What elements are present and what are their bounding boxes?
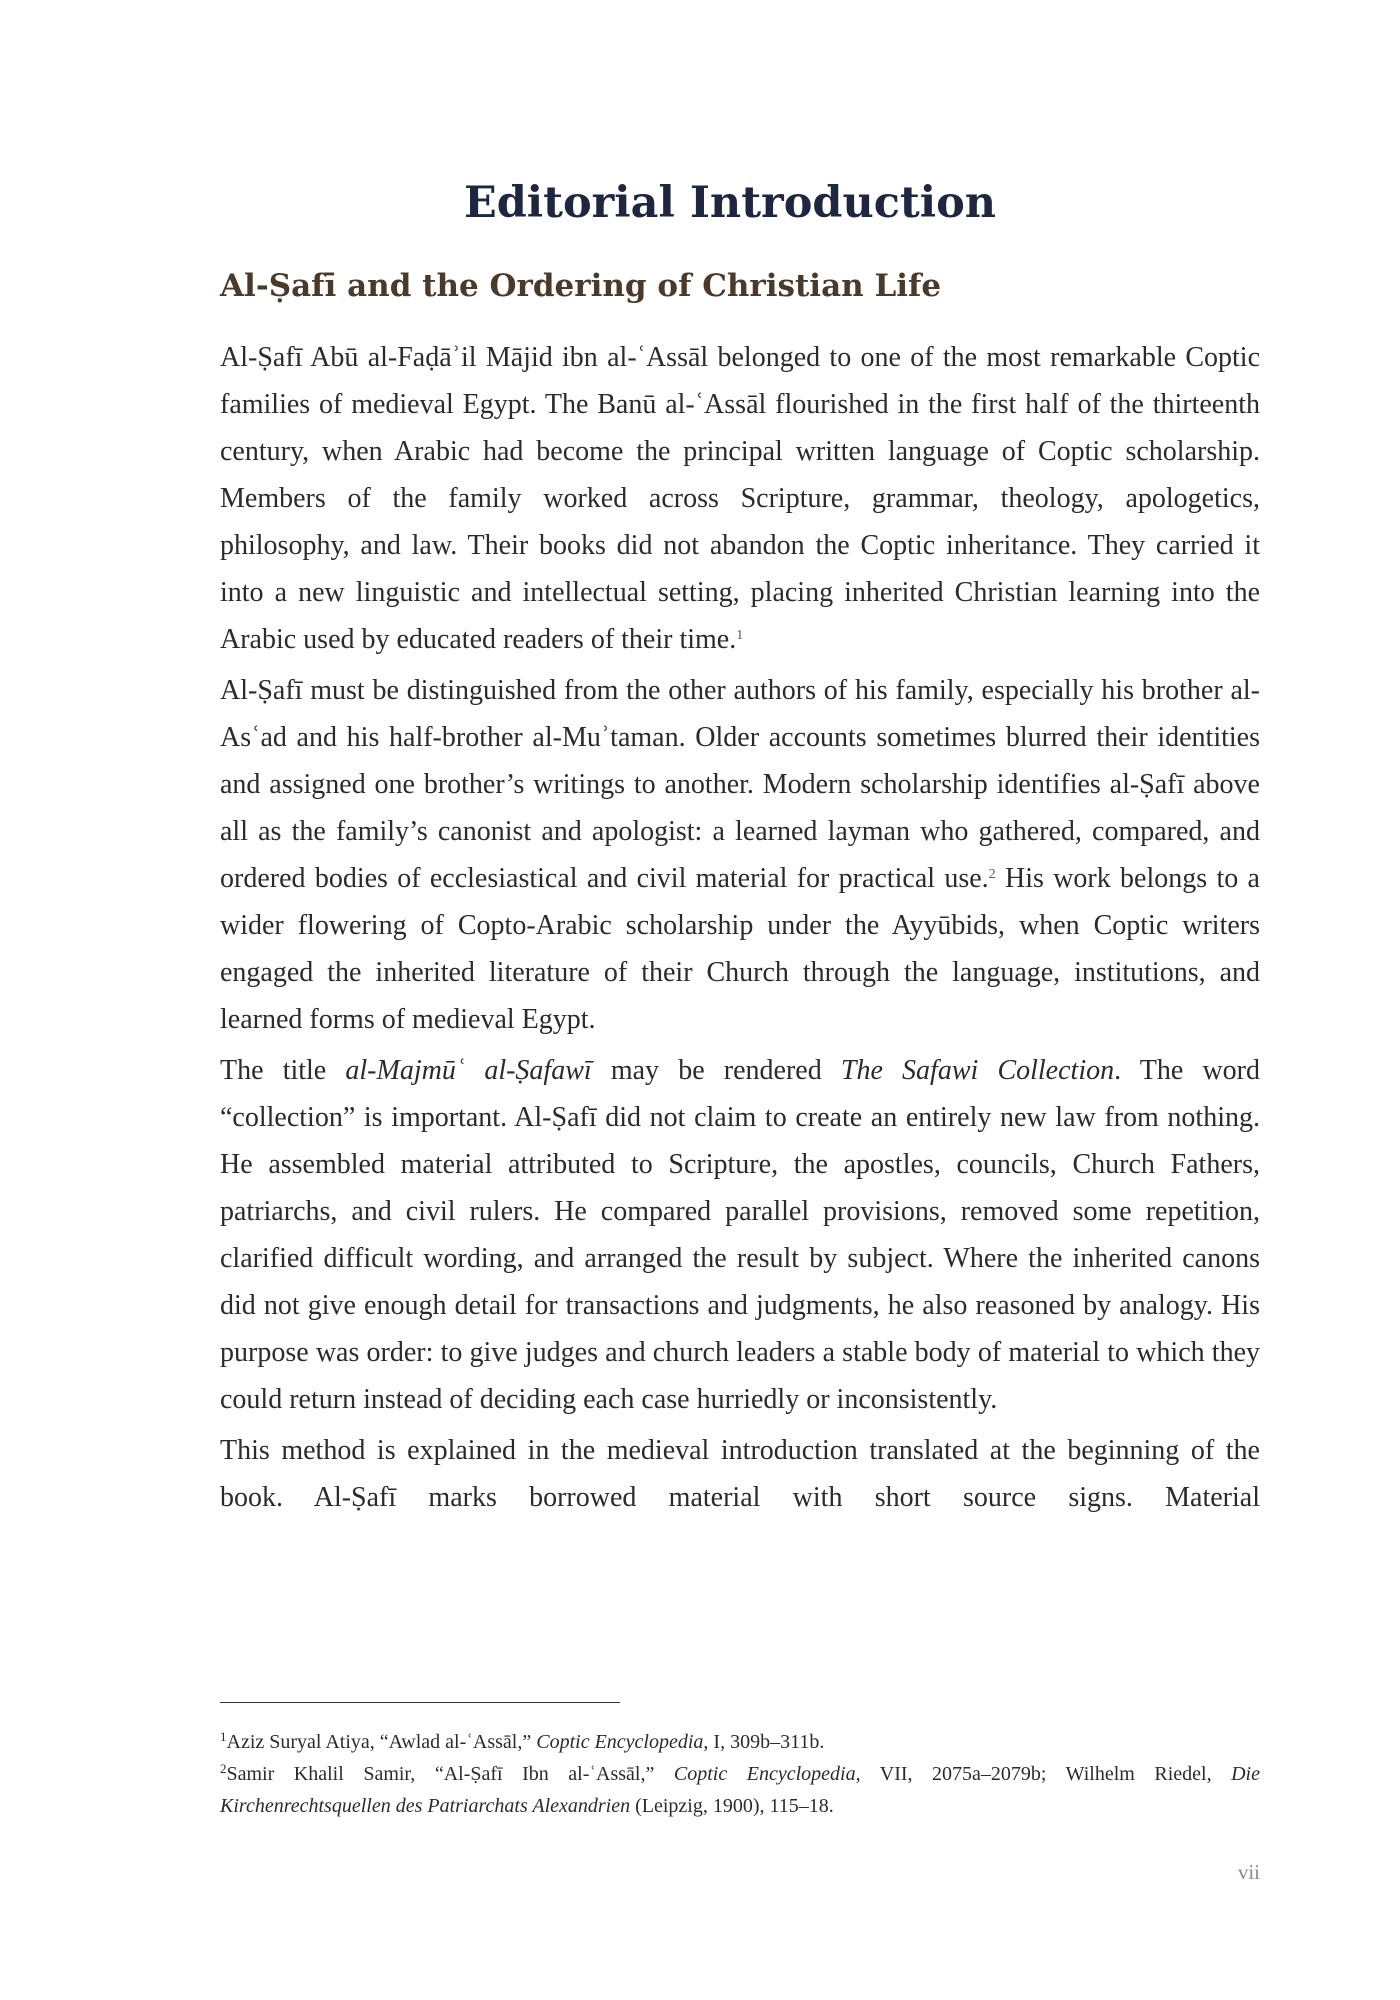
footnote-ref-1[interactable]: 1 <box>736 628 744 643</box>
footnote-1-work: Coptic Encyclopedia <box>536 1731 704 1753</box>
footnote-1-text-b: , I, 309b–311b. <box>703 1731 825 1753</box>
paragraph-2-text-after: His work belongs to a wider flowering of Copto-Arabic scholarship under the Ayyūbids, when Coptic writers engaged the inherited literature of their Church through the language, institutions, and learned forms of medieval Egypt. <box>220 863 1260 1035</box>
footnote-ref-2[interactable]: 2 <box>988 867 996 882</box>
paragraph-4-text: This method is explained in the medieval introduction translated at the beginning of the book. Al-Ṣafī marks borrowed material with short source signs. Material <box>220 1435 1260 1513</box>
footnote-divider <box>220 1702 620 1703</box>
paragraph-1 <box>220 334 1260 663</box>
arabic-title: al-Majmūʿ al-Ṣafawī <box>345 1055 592 1086</box>
footnote-2-text-b: , VII, 2075a–2079b; Wilhelm Riedel, <box>855 1763 1232 1785</box>
footnote-2-work-2: Die Kirchenrechtsquellen des Patriarchats Alexandrien <box>220 1763 1260 1817</box>
paragraph-3-text-b: may be rendered <box>591 1055 841 1086</box>
footnote-2-work: Coptic Encyclopedia <box>673 1763 856 1785</box>
footnote-2 <box>220 1758 1260 1822</box>
section-heading: Al-Ṣafī and the Ordering of Christian Life <box>220 268 942 304</box>
footnote-2-number: 2 <box>220 1761 227 1776</box>
body-text <box>220 334 1260 1525</box>
footnote-2-text-c: (Leipzig, 1900), 115–18. <box>630 1795 834 1817</box>
paragraph-2-text-before: Al-Ṣafī must be distinguished from the other authors of his family, especially his brother al-Asʿad and his half-brother al-Muʾtaman. Older accounts sometimes blurred their identities and assigned one brother’s writings to another. Modern scholarship identifies al-Ṣafī above all as the family’s canonist and apologist: a learned layman who gathered, compared, and ordered bodies of ecclesiastical and civil material for practical use. <box>220 675 1260 894</box>
paragraph-2 <box>220 667 1260 1043</box>
chapter-title: Editorial Introduction <box>463 178 997 228</box>
footnotes <box>220 1726 1260 1822</box>
paragraph-3-text-c: . The word “collection” is important. Al-Ṣafī did not claim to create an entirely new law from nothing. He assembled material attributed to Scripture, the apostles, councils, Church Fathers, patriarchs, and civil rulers. He compared parallel provisions, removed some repetition, clarified difficult wording, and arranged the result by subject. Where the inherited canons did not give enough detail for transactions and judgments, he also reasoned by analogy. His purpose was order: to give judges and church leaders a stable body of material to which they could return instead of deciding each case hurriedly or inconsistently. <box>220 1055 1261 1415</box>
paragraph-3-text-a: The title <box>220 1055 346 1086</box>
page-number: vii <box>1237 1860 1260 1884</box>
paragraph-4 <box>220 1427 1260 1521</box>
paragraph-3 <box>220 1047 1260 1423</box>
footnote-1 <box>220 1726 1260 1758</box>
footnote-2-text-a: Samir Khalil Samir, “Al-Ṣafī Ibn al-ʿAssāl,” <box>226 1763 674 1785</box>
footnote-1-number: 1 <box>220 1729 227 1744</box>
english-title: The Safawi Collection <box>840 1055 1115 1086</box>
footnote-1-text-a: Aziz Suryal Atiya, “Awlad al-ʿAssāl,” <box>226 1731 537 1753</box>
paragraph-1-text: Al-Ṣafī Abū al-Faḍāʾil Mājid ibn al-ʿAssāl belonged to one of the most remarkable Coptic families of medieval Egypt. The Banū al-ʿAssāl flourished in the first half of the thirteenth century, when Arabic had become the principal written language of Coptic scholarship. Members of the family worked across Scripture, grammar, theology, apologetics, philosophy, and law. Their books did not abandon the Coptic inheritance. They carried it into a new linguistic and intellectual setting, placing inherited Christian learning into the Arabic used by educated readers of their time. <box>220 342 1260 655</box>
